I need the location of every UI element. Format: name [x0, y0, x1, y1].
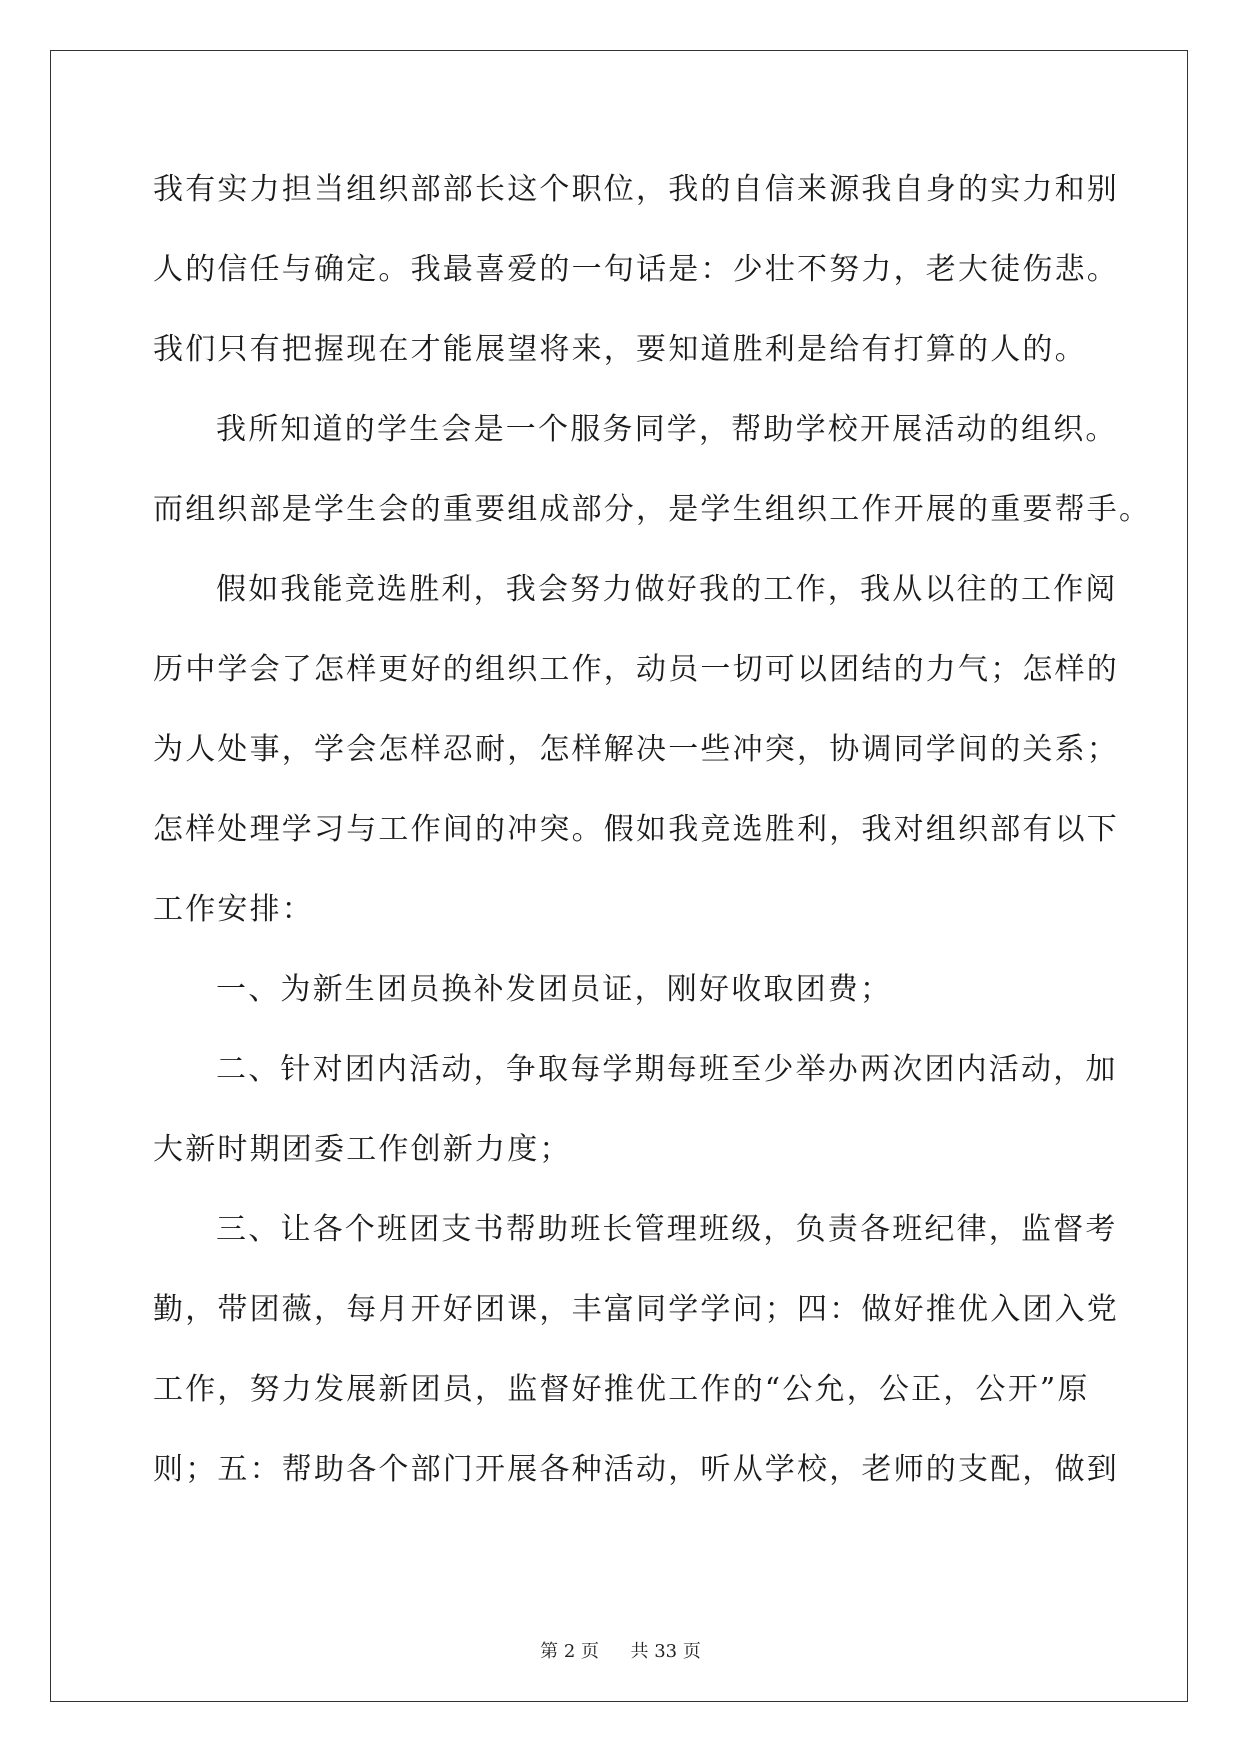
- text-line: 则；五：帮助各个部门开展各种活动，听从学校，老师的支配，做到: [153, 1452, 1119, 1487]
- text-line: 人的信任与确定。我最喜爱的一句话是：少壮不努力，老大徒伤悲。: [153, 252, 1119, 287]
- text-line: 工作，努力发展新团员，监督好推优工作的“公允，公正，公开”原: [153, 1372, 1090, 1407]
- text-line: 三、让各个班团支书帮助班长管理班级，负责各班纪律，监督考: [216, 1212, 1118, 1247]
- text-line: 二、针对团内活动，争取每学期每班至少举办两次团内活动，加: [216, 1052, 1118, 1087]
- text-line: 怎样处理学习与工作间的冲突。假如我竞选胜利，我对组织部有以下: [153, 812, 1119, 847]
- text-line: 而组织部是学生会的重要组成部分，是学生组织工作开展的重要帮手。: [153, 492, 1152, 527]
- text-line: 历中学会了怎样更好的组织工作，动员一切可以团结的力气；怎样的: [153, 652, 1119, 687]
- text-line: 假如我能竞选胜利，我会努力做好我的工作，我从以往的工作阅: [216, 572, 1118, 607]
- text-line: 我们只有把握现在才能展望将来，要知道胜利是给有打算的人的。: [153, 332, 1087, 367]
- text-line: 为人处事，学会怎样忍耐，怎样解决一些冲突，协调同学间的关系；: [153, 732, 1119, 767]
- page-footer: [0, 1640, 1241, 1664]
- page-total: 共 33 页: [630, 1641, 701, 1662]
- text-line: 勤，带团薇，每月开好团课，丰富同学学问；四：做好推优入团入党: [153, 1292, 1119, 1327]
- text-line: 一、为新生团员换补发团员证，刚好收取团费；: [216, 972, 893, 1007]
- page-number: 第 2 页: [540, 1641, 600, 1662]
- text-line: 工作安排：: [153, 892, 314, 927]
- text-line: 我所知道的学生会是一个服务同学，帮助学校开展活动的组织。: [216, 412, 1118, 447]
- text-line: 我有实力担当组织部部长这个职位，我的自信来源我自身的实力和别: [153, 172, 1119, 207]
- text-line: 大新时期团委工作创新力度；: [153, 1132, 572, 1167]
